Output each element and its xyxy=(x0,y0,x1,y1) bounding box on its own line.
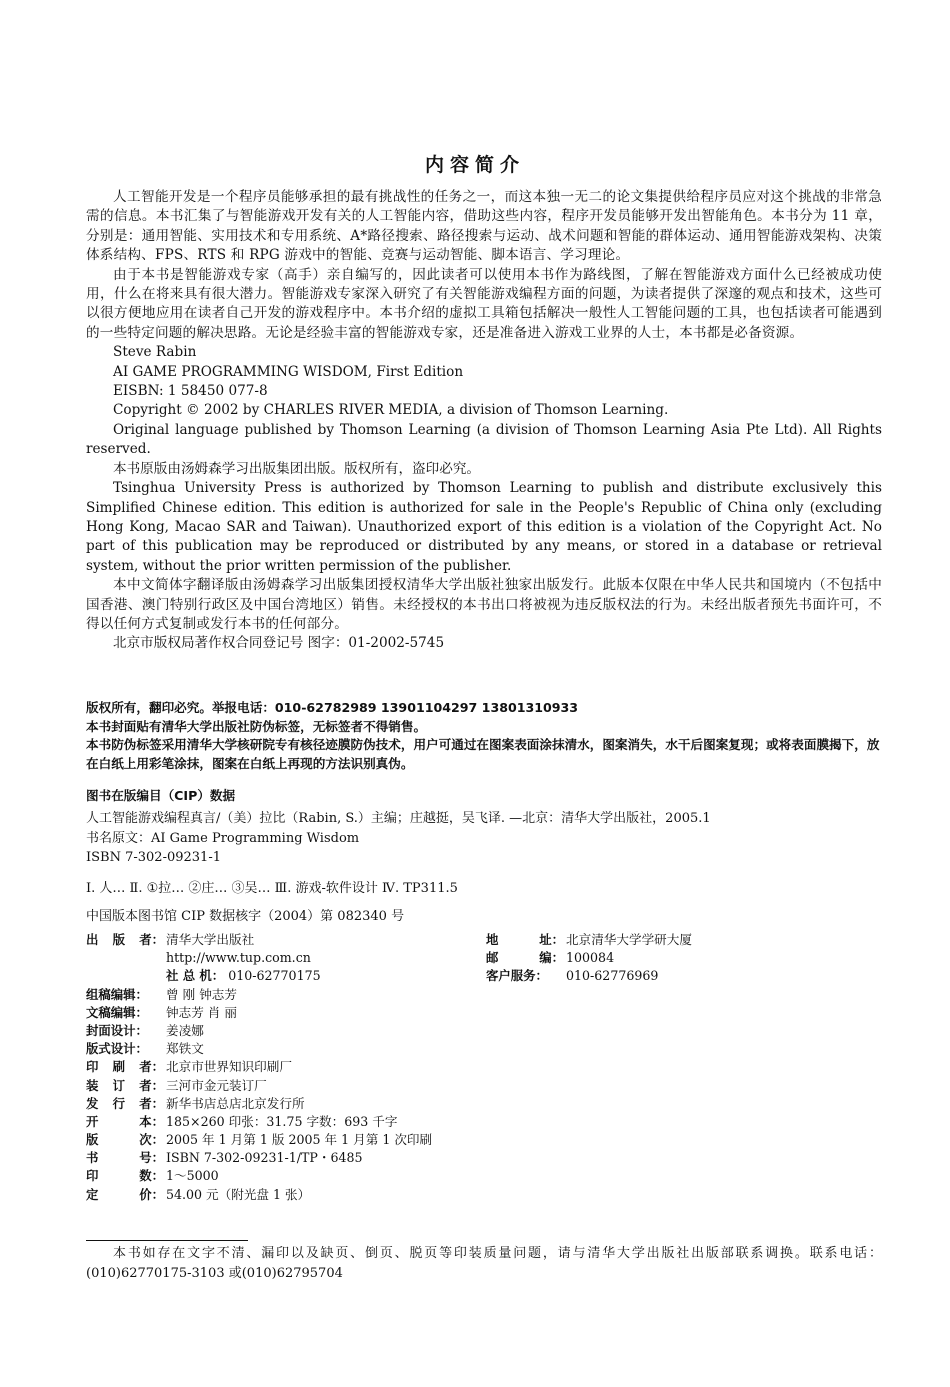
info-row xyxy=(86,986,432,1004)
cip-heading: 图书在版编目（CIP）数据 xyxy=(86,788,236,803)
info-row-postcode xyxy=(486,949,692,967)
contract-line: 北京市版权局著作权合同登记号 图字：01-2002-5745 xyxy=(113,635,445,652)
info-row-address xyxy=(486,931,692,949)
info-row xyxy=(86,1058,432,1076)
info-label: 客户服务： xyxy=(486,968,548,984)
info-row-service xyxy=(486,967,692,985)
info-value: 100084 xyxy=(566,950,615,966)
info-row-publisher xyxy=(86,931,432,949)
intro-paragraph-2: 由于本书是智能游戏专家（高手）亲自编写的，因此读者可以使用本书作为路线图，了解在智能游戏方面什么已经被成功使用，什么在将来具有很大潜力。智能游戏专家深入研究了有关智能游戏编程方面的问题，为读者提供了深邃的观点和技术，这些可以很方便地应用在读者自己开发的游戏程序中。本书介绍的虚拟工具箱包括解决一般性人工智能问题的工具，也包括读者可能遇到的一些特定问题的解决思路。无论是经验丰富的智能游戏专家，还是准备进入游戏工业界的人士，本书都是必备资源。 xyxy=(86,266,882,341)
publisher-contact xyxy=(486,931,692,986)
info-label: 出 版 者： xyxy=(86,932,164,947)
info-value: 北京清华大学学研大厦 xyxy=(566,932,692,947)
info-row-switchboard xyxy=(86,967,432,985)
info-row xyxy=(86,1095,432,1113)
cip-line-1: 人工智能游戏编程真言/（美）拉比（Rabin, S.）主编；庄越挺，吴飞译. —北京：清华大学出版社，2005.1 xyxy=(86,811,711,826)
book-introduction xyxy=(86,188,882,654)
info-value: 钟志芳 肖 丽 xyxy=(166,1004,237,1020)
info-row xyxy=(86,1004,432,1022)
book-title-line: AI GAME PROGRAMMING WISDOM, First Edition xyxy=(113,363,464,380)
info-row xyxy=(86,1167,432,1185)
tsinghua-authorization-en: Tsinghua University Press is authorized by Thomson Learning to publish and distribute exclusively this Simplified Chinese edition. This edition is authorized for sale in the People's Republic of China only (excluding Hong Kong, Macao SAR and Taiwan). Unauthorized export of this edition is a violation of the Copyright Act. No part of this publication may be reproduced or distributed by any means, or stored in a database or retrieval system, without the prior written permission of the publisher. xyxy=(86,480,882,574)
info-row xyxy=(86,1149,432,1167)
info-value: 54.00 元（附光盘 1 张） xyxy=(166,1186,311,1202)
publisher-url: http://www.tup.com.cn xyxy=(166,950,311,966)
cip-classification: Ⅰ. 人… Ⅱ. ①拉… ②庄… ③吴… Ⅲ. 游戏-软件设计 Ⅳ. TP311.5 xyxy=(86,881,458,896)
cip-data xyxy=(86,809,882,868)
info-label: 印 刷 者： xyxy=(86,1059,164,1075)
original-language-line: Original language published by Thomson Learning (a division of Thomson Learning Asia Pte Ltd). All Rights reserved. xyxy=(86,421,882,458)
info-label: 社 总 机： xyxy=(166,968,225,984)
info-value: 三河市金元装订厂 xyxy=(166,1077,267,1093)
info-value: 北京市世界知识印刷厂 xyxy=(166,1059,292,1075)
info-value: 曾 刚 钟志芳 xyxy=(166,986,237,1002)
notice-rights: 版权所有，翻印必究。举报电话：010-62782989 13901104297 13801310933 xyxy=(86,700,579,715)
info-label: 发 行 者： xyxy=(86,1095,164,1111)
info-value: 185×260 印张：31.75 字数：693 千字 xyxy=(166,1113,398,1129)
cn-original-line: 本书原版由汤姆森学习出版集团出版。版权所有，盗印必究。 xyxy=(113,460,481,477)
info-row xyxy=(86,1077,432,1095)
info-label: 版 次： xyxy=(86,1132,164,1148)
info-value: 姜凌娜 xyxy=(166,1022,204,1038)
footer-divider xyxy=(86,1240,248,1241)
publication-info xyxy=(86,931,432,1204)
cip-line-2: 书名原文：AI Game Programming Wisdom xyxy=(86,830,360,846)
copyright-line: Copyright © 2002 by CHARLES RIVER MEDIA, a division of Thomson Learning. xyxy=(113,402,669,419)
anti-piracy-notices xyxy=(86,699,882,773)
info-label: 定 价： xyxy=(86,1186,164,1202)
info-value: 2005 年 1 月第 1 版 2005 年 1 月第 1 次印刷 xyxy=(166,1132,433,1148)
info-label: 印 数： xyxy=(86,1168,164,1184)
footer-note xyxy=(86,1244,882,1283)
info-label: 文稿编辑： xyxy=(86,1004,148,1020)
info-value: 新华书店总店北京发行所 xyxy=(166,1095,305,1111)
info-row xyxy=(86,1131,432,1149)
info-label: 邮 编： xyxy=(486,950,564,966)
info-value: 1～5000 xyxy=(166,1168,219,1184)
tsinghua-authorization-cn: 本中文简体字翻译版由汤姆森学习出版集团授权清华大学出版社独家出版发行。此版本仅限在中华人民共和国境内（不包括中国香港、澳门特别行政区及中国台湾地区）销售。未经授权的本书出口将被视为违反版权法的行为。未经出版者预先书面许可，不得以任何方式复制或发行本书的任何部分。 xyxy=(86,577,882,632)
info-label: 封面设计： xyxy=(86,1022,148,1038)
info-row xyxy=(86,1040,432,1058)
page-title: 内容简介 xyxy=(424,154,525,176)
cip-record-number: 中国版本图书馆 CIP 数据核字（2004）第 082340 号 xyxy=(86,909,405,924)
info-label: 组稿编辑： xyxy=(86,986,148,1002)
info-value: 010-62770175 xyxy=(228,968,321,984)
info-label: 装 订 者： xyxy=(86,1077,164,1093)
info-row xyxy=(86,1022,432,1040)
info-value: 郑铁文 xyxy=(166,1041,204,1057)
info-value: ISBN 7-302-09231-1/TP・6485 xyxy=(166,1150,363,1166)
info-label: 版式设计： xyxy=(86,1041,148,1057)
info-label: 开 本： xyxy=(86,1113,164,1129)
quality-notice: 本书如存在文字不清、漏印以及缺页、倒页、脱页等印装质量问题，请与清华大学出版社出版部联系调换。联系电话：(010)62770175-3103 或(010)62795704 xyxy=(86,1246,882,1281)
eisbn-line: EISBN: 1 58450 077-8 xyxy=(113,383,268,400)
info-row xyxy=(86,1113,432,1131)
notice-label: 本书封面贴有清华大学出版社防伪标签，无标签者不得销售。 xyxy=(86,718,427,734)
cip-line-3: ISBN 7-302-09231-1 xyxy=(86,850,221,865)
info-label: 书 号： xyxy=(86,1150,164,1166)
info-row xyxy=(86,1186,432,1204)
info-value: 010-62776969 xyxy=(566,968,659,984)
intro-paragraph-1: 人工智能开发是一个程序员能够承担的最有挑战性的任务之一，而这本独一无二的论文集提供给程序员应对这个挑战的非常急需的信息。本书汇集了与智能游戏开发有关的人工智能内容，借助这些内容，程序开发员能够开发出智能角色。本书分为 11 章，分别是：通用智能、实用技术和专用系统、A*路径搜索、路径搜索与运动、战术问题和智能的群体运动、通用智能游戏架构、决策体系结构、FPS、RTS 和 RPG 游戏中的智能、竞赛与运动智能、脚本语言、学习理论。 xyxy=(86,189,882,264)
notice-anti-counterfeit: 本书防伪标签采用清华大学核研院专有核径迹膜防伪技术，用户可通过在图案表面涂抹清水，图案消失，水干后图案复现；或将表面膜揭下，放在白纸上用彩笔涂抹，图案在白纸上再现的方法识别真伪。 xyxy=(86,737,880,771)
info-value: 清华大学出版社 xyxy=(166,932,255,947)
info-label: 地 址： xyxy=(486,932,564,947)
info-row-url xyxy=(86,949,432,967)
author-line: Steve Rabin xyxy=(113,344,197,361)
info-rows xyxy=(86,986,432,1204)
